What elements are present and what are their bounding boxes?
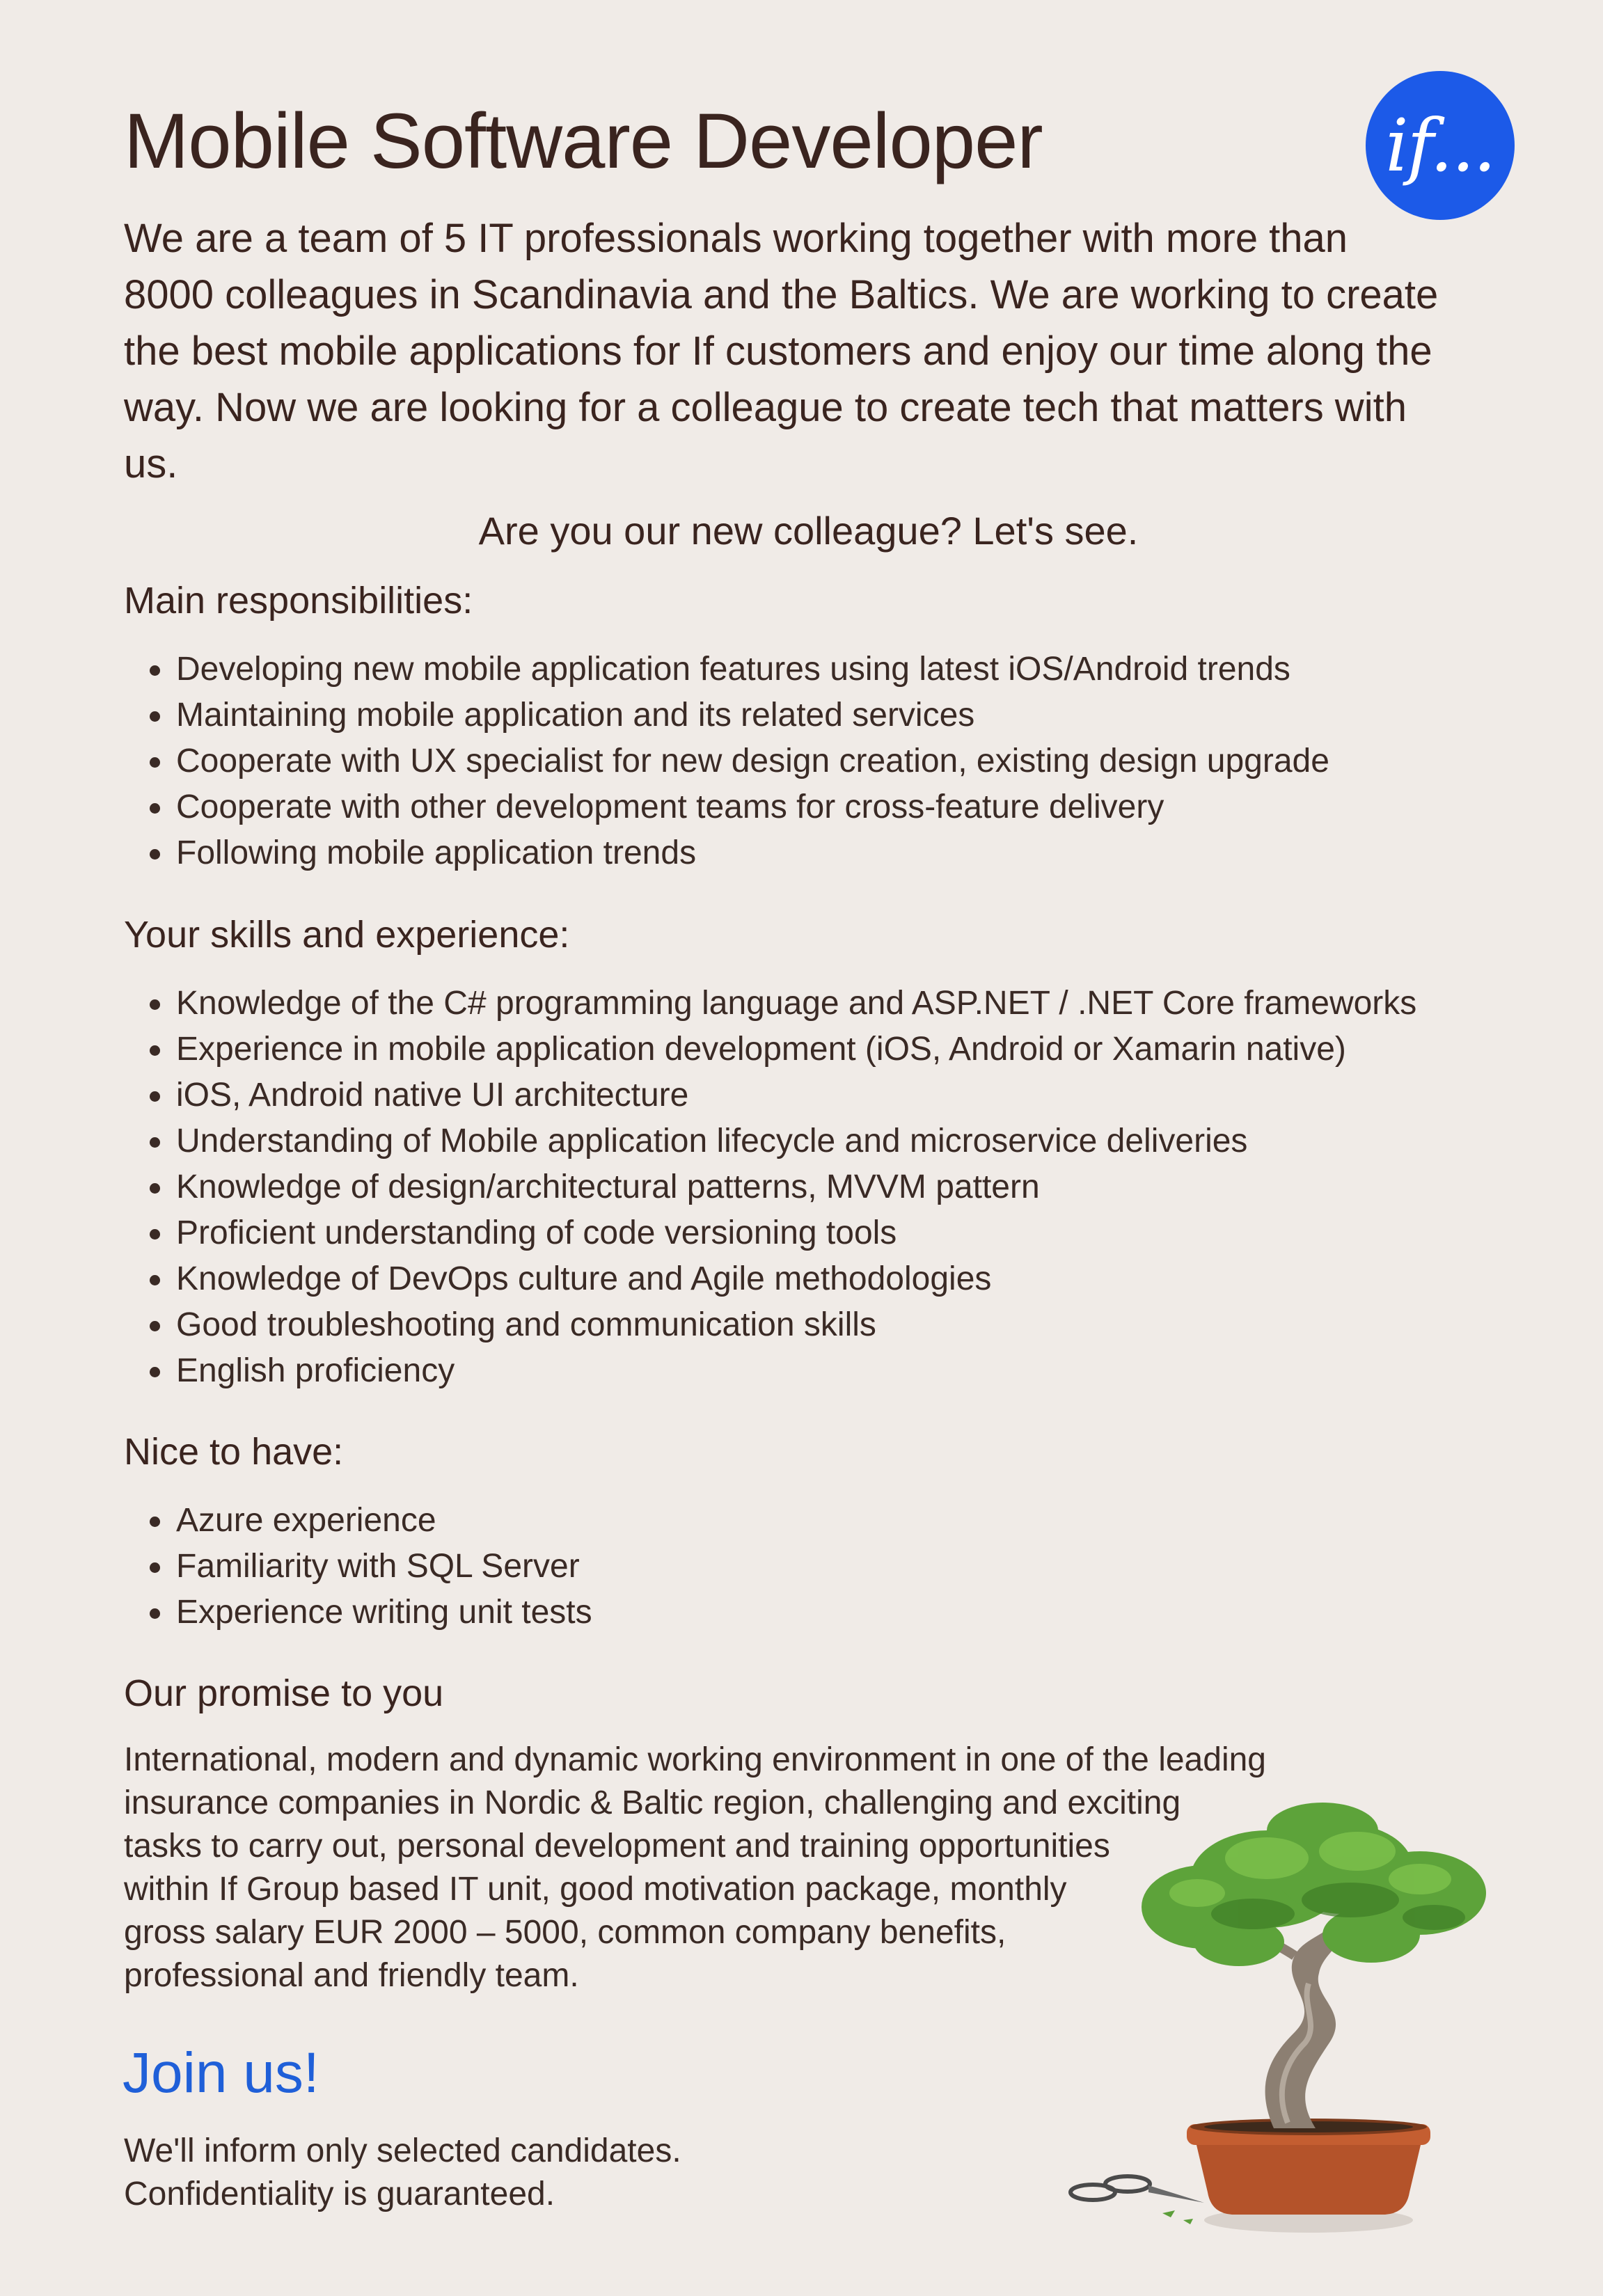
- list-item: English proficiency: [148, 1348, 1416, 1394]
- list-item: Cooperate with other development teams for cross-feature delivery: [148, 784, 1329, 830]
- list-item: Good troubleshooting and communication skills: [148, 1302, 1416, 1348]
- list-item: Familiarity with SQL Server: [148, 1544, 592, 1590]
- promise-heading: Our promise to you: [124, 1672, 444, 1714]
- list-item: Maintaining mobile application and its related services: [148, 692, 1329, 738]
- list-item: Understanding of Mobile application lifecycle and microservice deliveries: [148, 1118, 1416, 1164]
- list-item: Knowledge of the C# programming language and ASP.NET / .NET Core frameworks: [148, 981, 1416, 1027]
- if-logo: [1366, 71, 1515, 220]
- bonsai-tree-illustration: [1044, 1803, 1503, 2248]
- responsibilities-heading: Main responsibilities:: [124, 580, 473, 621]
- if-logo-text: if...: [1385, 103, 1495, 188]
- page-title: Mobile Software Developer: [124, 97, 1043, 184]
- list-item: Cooperate with UX specialist for new design creation, existing design upgrade: [148, 738, 1329, 784]
- footer-line: We'll inform only selected candidates.: [124, 2132, 681, 2169]
- responsibilities-list: [148, 647, 1329, 876]
- list-item: Following mobile application trends: [148, 830, 1329, 876]
- list-item: Developing new mobile application features using latest iOS/Android trends: [148, 647, 1329, 692]
- list-item: Knowledge of DevOps culture and Agile methodologies: [148, 1256, 1416, 1302]
- promise-line: professional and friendly team.: [124, 1957, 579, 1994]
- list-item: Experience writing unit tests: [148, 1590, 592, 1636]
- skills-list: [148, 981, 1416, 1394]
- promise-line: insurance companies in Nordic & Baltic region, challenging and exciting: [124, 1784, 1181, 1821]
- skills-heading: Your skills and experience:: [124, 914, 570, 956]
- promise-line: International, modern and dynamic working environment in one of the leading: [124, 1741, 1266, 1778]
- promise-line: within If Group based IT unit, good motivation package, monthly: [124, 1871, 1067, 1908]
- nice-to-have-list: [148, 1498, 592, 1636]
- tagline: Are you our new colleague? Let's see.: [478, 509, 1139, 553]
- footer-note: [124, 2130, 681, 2216]
- list-item: Knowledge of design/architectural patterns, MVVM pattern: [148, 1164, 1416, 1210]
- list-item: Experience in mobile application development (iOS, Android or Xamarin native): [148, 1027, 1416, 1072]
- promise-line: tasks to carry out, personal development and training opportunities: [124, 1828, 1110, 1864]
- nice-to-have-heading: Nice to have:: [124, 1431, 344, 1473]
- promise-line: gross salary EUR 2000 – 5000, common company benefits,: [124, 1914, 1006, 1951]
- scissors-icon: [1071, 2176, 1204, 2203]
- list-item: Azure experience: [148, 1498, 592, 1544]
- list-item: iOS, Android native UI architecture: [148, 1072, 1416, 1118]
- join-us-heading: Join us!: [123, 2041, 319, 2105]
- list-item: Proficient understanding of code versioning tools: [148, 1210, 1416, 1256]
- footer-line: Confidentiality is guaranteed.: [124, 2176, 555, 2212]
- intro-paragraph: We are a team of 5 IT professionals working together with more than 8000 colleagues in Scandinavia and the Baltics. We are working to create the best mobile applications for If customers and enjoy our time along the way. Now we are looking for a colleague to create tech that matters with us.: [124, 216, 1439, 486]
